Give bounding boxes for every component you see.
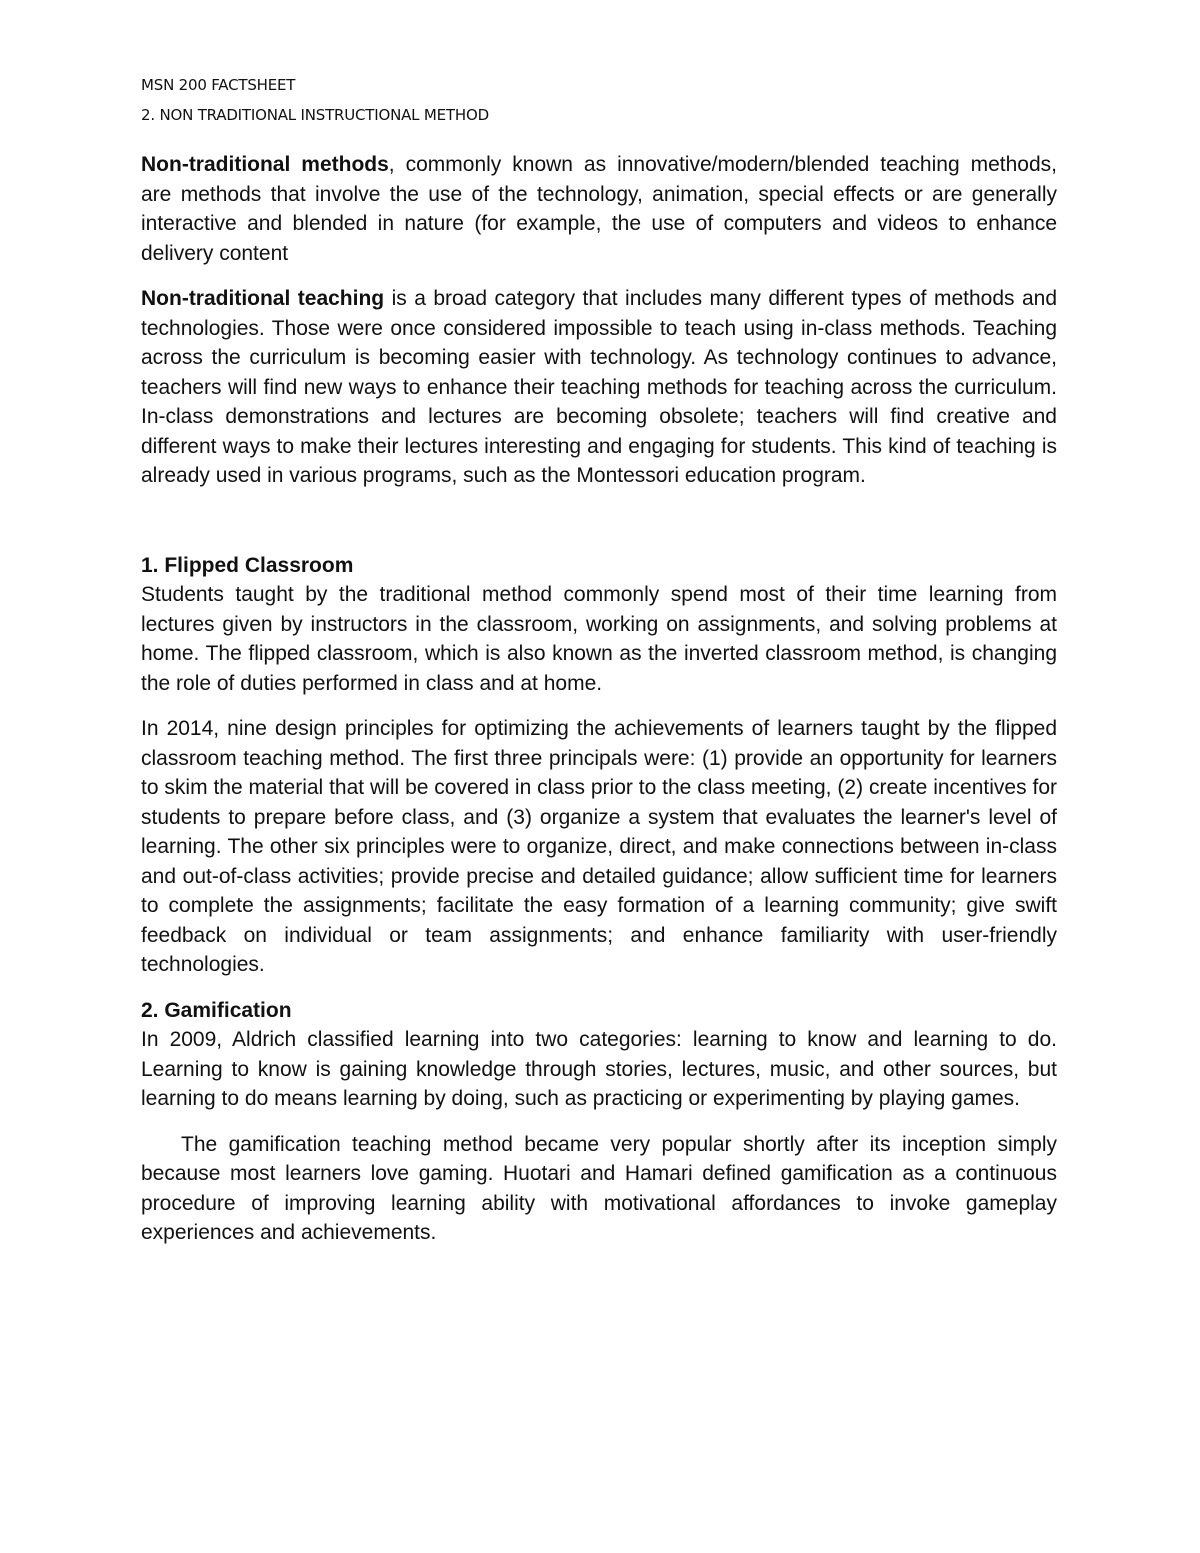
intro-paragraph-1 — [141, 150, 1057, 268]
intro-term-1: Non-traditional methods — [141, 153, 389, 176]
intro-term-2: Non-traditional teaching — [141, 287, 385, 310]
doc-header-subtitle: 2. NON TRADITIONAL INSTRUCTIONAL METHOD — [141, 106, 489, 124]
section2-paragraph-1: In 2009, Aldrich classified learning into two categories: learning to know and learning to do. Learning to know is gaining knowledge through stories, lectures, music, and other sources, but learning to do means learning by doing, such as practicing or experimenting by playing games. — [141, 1028, 1057, 1110]
document-page — [141, 70, 1057, 1248]
section1-paragraph-2: In 2014, nine design principles for optimizing the achievements of learners taught by the flipped classroom teaching method. The first three principals were: (1) provide an opportunity for learners to skim the material that will be covered in class prior to the class meeting, (2) create incentives for students to prepare before class, and (3) organize a system that evaluates the learner's level of learning. The other six principles were to organize, direct, and make connections between in-class and out-of-class activities; provide precise and detailed guidance; allow sufficient time for learners to complete the assignments; facilitate the easy formation of a learning community; give swift feedback on individual or team assignments; and enhance familiarity with user-friendly technologies. — [141, 717, 1057, 976]
doc-header-title: MSN 200 FACTSHEET — [141, 76, 296, 94]
intro-text-1: , commonly known as innovative/modern/blended teaching methods, are methods that involve the use of the technology, animation, special effects or are generally interactive and blended in nature (for example, the use of computers and videos to enhance delivery content — [141, 153, 1057, 265]
section-heading-flipped-classroom: 1. Flipped Classroom — [141, 553, 354, 577]
intro-text-2: is a broad category that includes many different types of methods and technologies. Those were once considered impossible to teach using in-class methods. Teaching across the curriculum is becoming easier with technology. As technology continues to advance, teachers will find new ways to enhance their teaching methods for teaching across the curriculum. In-class demonstrations and lectures are becoming obsolete; teachers will find creative and different ways to make their lectures interesting and engaging for students. This kind of teaching is already used in various programs, such as the Montessori education program. — [141, 287, 1058, 487]
section2-paragraph-2: The gamification teaching method became very popular shortly after its inception simply because most learners love gaming. Huotari and Hamari defined gamification as a continuous procedure of improving learning ability with motivational affordances to invoke gameplay experiences and achievements. — [141, 1132, 1057, 1244]
section1-paragraph-1: Students taught by the traditional method commonly spend most of their time learning from lectures given by instructors in the classroom, working on assignments, and solving problems at home. The flipped classroom, which is also known as the inverted classroom method, is changing the role of duties performed in class and at home. — [141, 583, 1057, 695]
intro-paragraph-2 — [141, 284, 1057, 491]
section-heading-gamification: 2. Gamification — [141, 998, 292, 1022]
